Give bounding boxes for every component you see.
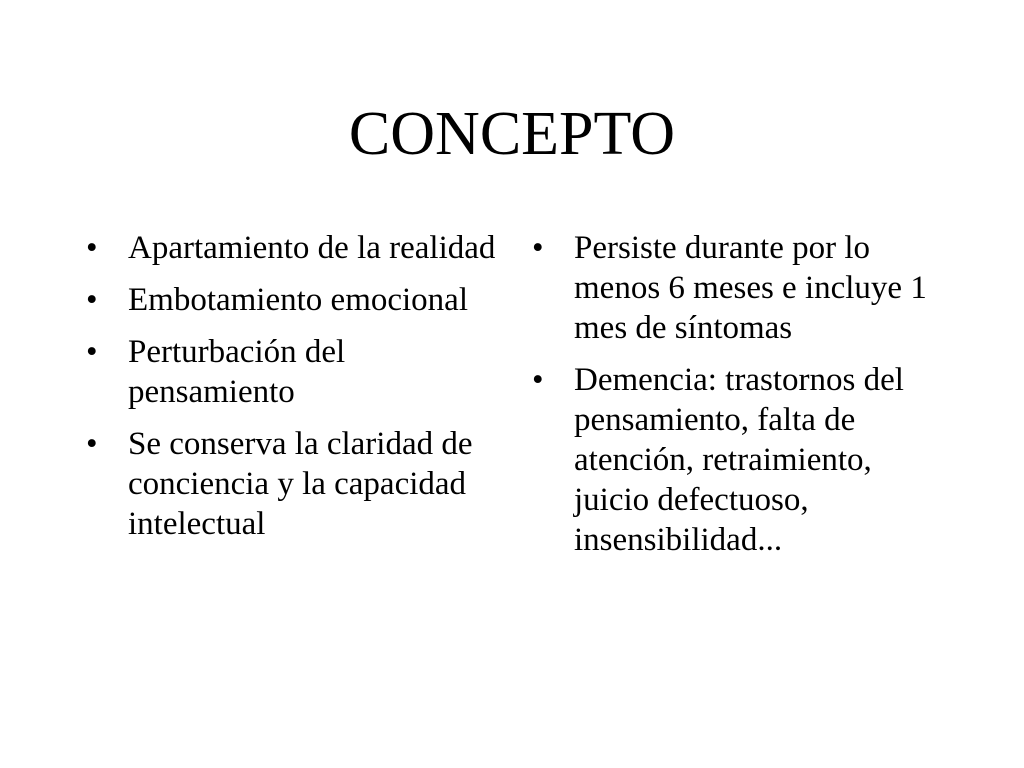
list-item xyxy=(86,332,506,412)
list-item xyxy=(86,280,506,320)
bullet-icon: • xyxy=(532,230,544,266)
list-item-text: Demencia: trastornos del pensamiento, falta de atención, retraimiento, juicio defectuoso, insensibilidad... xyxy=(574,362,904,558)
list-item xyxy=(86,424,506,544)
bullet-icon: • xyxy=(86,230,98,266)
bullet-icon: • xyxy=(86,282,98,318)
list-item-text: Perturbación del pensamiento xyxy=(128,334,346,410)
list-item xyxy=(532,228,932,348)
bullet-icon: • xyxy=(532,362,544,398)
slide-title: CONCEPTO xyxy=(348,100,676,168)
list-item xyxy=(532,360,932,560)
bullet-icon: • xyxy=(86,334,98,370)
list-item-text: Persiste durante por lo menos 6 meses e incluye 1 mes de síntomas xyxy=(574,230,927,346)
left-bullet-list xyxy=(86,228,506,556)
list-item-text: Apartamiento de la realidad xyxy=(128,230,496,266)
list-item xyxy=(86,228,506,268)
list-item-text: Embotamiento emocional xyxy=(128,282,468,318)
bullet-icon: • xyxy=(86,426,98,462)
right-bullet-list xyxy=(532,228,932,572)
list-item-text: Se conserva la claridad de conciencia y la capacidad intelectual xyxy=(128,426,473,542)
